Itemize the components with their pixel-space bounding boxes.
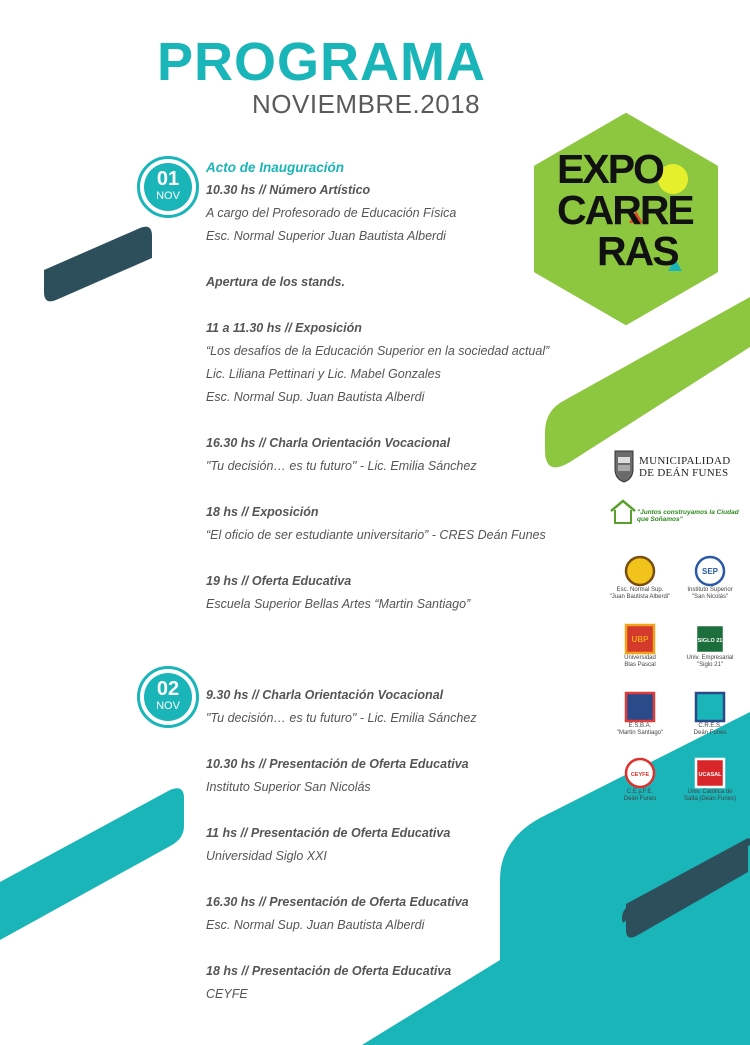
sponsor-logo <box>675 757 745 803</box>
muni-line-1: MUNICIPALIDAD <box>639 455 731 467</box>
day-month: NOV <box>156 700 180 712</box>
program-heading: 19 hs // Oferta Educativa <box>206 574 352 588</box>
sponsor-badge-text: UCASAL <box>698 772 722 778</box>
sponsor-logo <box>605 623 675 669</box>
sponsor-caption: E.S.B.A. <box>628 723 652 729</box>
sponsor-caption: "Siglo 21" <box>697 662 723 668</box>
program-heading: 11 a 11.30 hs // Exposición <box>206 321 362 335</box>
sponsor-caption: Universidad <box>624 655 656 661</box>
program-heading: 10.30 hs // Número Artístico <box>206 183 371 197</box>
muni-line-2: DE DEÁN FUNES <box>639 467 729 479</box>
sponsor-caption: C.R.E.S. <box>698 723 722 729</box>
program-detail: Escuela Superior Bellas Artes “Martin Santiago” <box>206 597 471 611</box>
program-gap <box>206 547 606 570</box>
page-subtitle: NOVIEMBRE.2018 <box>252 89 481 119</box>
program-detail: Universidad Siglo XXI <box>206 849 327 863</box>
house-icon <box>609 499 637 525</box>
program-detail: Lic. Liliana Pettinari y Lic. Mabel Gonzales <box>206 367 441 381</box>
sponsor-caption: "Juan Bautista Alberdi" <box>609 594 671 600</box>
juntos-logo <box>609 497 745 527</box>
sponsor-logo <box>675 623 745 669</box>
program-detail: Esc. Normal Sup. Juan Bautista Alberdi <box>206 918 425 932</box>
program-detail: Esc. Normal Superior Juan Bautista Alberdi <box>206 229 446 243</box>
teal-bar-left <box>0 788 184 940</box>
program-heading: 10.30 hs // Presentación de Oferta Educativa <box>206 757 469 771</box>
day-badge-01 <box>137 156 199 218</box>
program-detail: CEYFE <box>206 987 248 1001</box>
program-heading: 18 hs // Exposición <box>206 505 319 519</box>
sponsor-badge-text: SEP <box>701 567 719 576</box>
sponsor-badge-text: CEYFE <box>630 772 650 778</box>
day-badge-02 <box>137 666 199 728</box>
expo-line-2: CARRE <box>557 187 693 233</box>
ucasal-logo-icon <box>693 757 727 789</box>
sponsor-caption: "Martin Santiago" <box>616 730 664 736</box>
sponsor-caption: Salta (Deán Funes) <box>683 796 737 802</box>
isn-seal-icon <box>693 555 727 587</box>
sponsor-caption: Deán Funes <box>623 796 657 802</box>
expo-line-1: EXPO <box>557 146 663 192</box>
sponsor-logo <box>675 555 745 601</box>
day-number: 01 <box>156 168 180 190</box>
program-heading: Acto de Inauguración <box>206 160 345 175</box>
program-detail: Esc. Normal Sup. Juan Bautista Alberdi <box>206 390 425 404</box>
program-detail: “Los desafíos de la Educación Superior en la sociedad actual” <box>206 344 550 358</box>
day-month: NOV <box>156 190 180 202</box>
day-badge-inner <box>144 673 192 721</box>
program-heading: Apertura de los stands. <box>206 275 345 289</box>
ceyfe-logo-icon <box>623 757 657 789</box>
program-heading: 9.30 hs // Charla Orientación Vocacional <box>206 688 444 702</box>
school-seal-icon <box>623 555 657 587</box>
program-gap <box>206 799 606 822</box>
municipalidad-logo <box>613 449 750 487</box>
juntos-text: "Juntos construyamos la Ciudad que Soñamos" <box>637 509 739 523</box>
day-badge-inner <box>144 163 192 211</box>
expo-line-3: RAS <box>597 228 678 274</box>
sponsor-caption: Univ. Católica de <box>687 789 733 795</box>
program-day-02 <box>206 684 606 1006</box>
program-gap <box>206 730 606 753</box>
program-gap <box>206 409 606 432</box>
sponsor-logo <box>605 691 675 737</box>
expo-logo-text <box>557 146 707 274</box>
program-detail: A cargo del Profesorado de Educación Física <box>206 206 457 220</box>
sponsor-badge-text: UBP <box>631 635 649 644</box>
cres-logo-icon <box>693 691 727 723</box>
program-detail: Instituto Superior San Nicolás <box>206 780 371 794</box>
sponsor-caption: Univ. Empresarial <box>686 655 734 661</box>
sponsor-caption: Blas Pascal <box>624 662 656 668</box>
sponsor-caption: "San Nicolás" <box>691 594 729 600</box>
siglo21-logo-icon <box>693 623 727 655</box>
sponsor-caption: Esc. Normal Sup. <box>616 587 664 593</box>
program-gap <box>206 868 606 891</box>
sponsor-caption: C.E.y.F.E. <box>626 789 654 795</box>
sponsor-logo <box>605 555 675 601</box>
program-detail: “El oficio de ser estudiante universitario” - CRES Deán Funes <box>206 528 546 542</box>
program-gap <box>206 478 606 501</box>
expo-carreras-logo <box>533 113 719 325</box>
sponsor-badge-text: SIGLO 21 <box>697 638 723 644</box>
ubp-logo-icon <box>623 623 657 655</box>
program-heading: 11 hs // Presentación de Oferta Educativa <box>206 826 451 840</box>
coat-of-arms-icon <box>613 449 635 483</box>
sponsor-caption: Deán Funes <box>693 730 727 736</box>
sponsor-caption: Instituto Superior <box>687 587 733 593</box>
sponsor-logo <box>675 691 745 737</box>
slate-bar-upper <box>44 227 152 302</box>
page-title: PROGRAMA <box>157 32 486 92</box>
program-heading: 18 hs // Presentación de Oferta Educativa <box>206 964 452 978</box>
esba-logo-icon <box>623 691 657 723</box>
program-heading: 16.30 hs // Charla Orientación Vocacional <box>206 436 451 450</box>
day-number: 02 <box>156 678 180 700</box>
program-heading: 16.30 hs // Presentación de Oferta Educativa <box>206 895 469 909</box>
program-gap <box>206 937 606 960</box>
program-detail: "Tu decisión… es tu futuro" - Lic. Emilia Sánchez <box>206 711 477 725</box>
program-detail: "Tu decisión… es tu futuro" - Lic. Emilia Sánchez <box>206 459 477 473</box>
sponsor-logo <box>605 757 675 803</box>
